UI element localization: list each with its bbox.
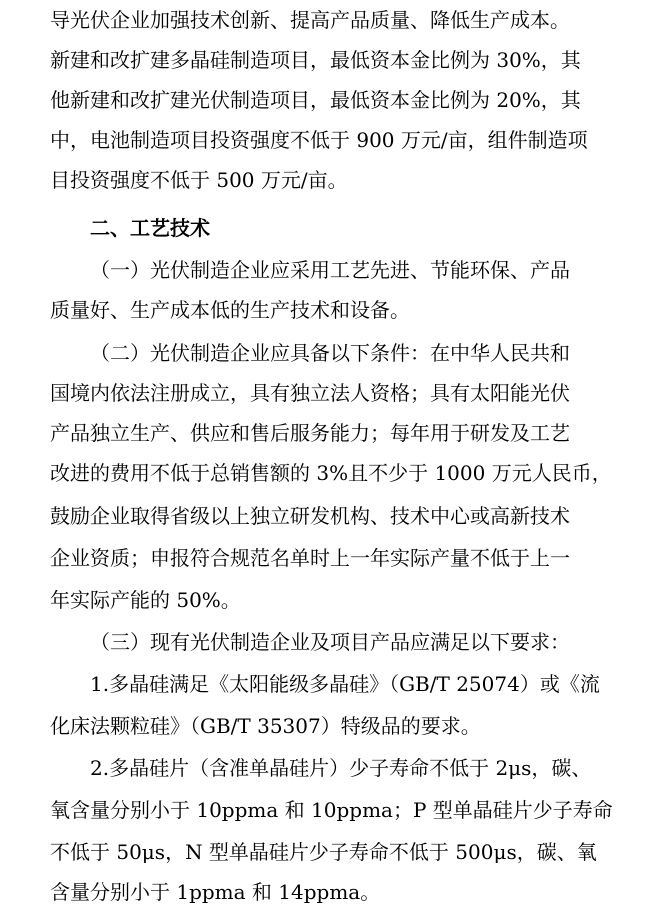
text-line: 含量分别小于 1ppma 和 14ppma。 [50,880,381,904]
text-line: 导光伏企业加强技术创新、提高产品质量、降低生产成本。 [50,8,570,32]
text-line: 企业资质；申报符合规范名单时上一年实际产量不低于上一 [50,546,570,570]
text-line: 2.多晶硅片（含准单晶硅片）少子寿命不低于 2μs，碳、 [90,756,592,780]
text-line: 国境内依法注册成立，具有独立法人资格；具有太阳能光伏 [50,381,570,405]
text-line: 1.多晶硅满足《太阳能级多晶硅》（GB/T 25074）或《流 [90,672,600,696]
text-line: 年实际产能的 50%。 [50,588,241,612]
section-heading: 二、工艺技术 [90,216,210,240]
text-line: 产品独立生产、供应和售后服务能力；每年用于研发及工艺 [50,421,570,445]
text-line: 目投资强度不低于 500 万元/亩。 [50,168,348,192]
text-line: 不低于 50μs，N 型单晶硅片少子寿命不低于 500μs，碳、氧 [50,840,597,864]
text-line: 化床法颗粒硅》（GB/T 35307）特级品的要求。 [50,714,481,738]
text-line: 新建和改扩建多晶硅制造项目，最低资本金比例为 30%，其 [50,48,581,72]
text-line: （二）光伏制造企业应具备以下条件：在中华人民共和 [90,341,570,365]
text-line: 他新建和改扩建光伏制造项目，最低资本金比例为 20%，其 [50,88,581,112]
text-line: 中，电池制造项目投资强度不低于 900 万元/亩，组件制造项 [50,128,588,152]
text-line: 鼓励企业取得省级以上独立研发机构、技术中心或高新技术 [50,504,570,528]
text-line: （三）现有光伏制造企业及项目产品应满足以下要求： [90,630,570,654]
text-line: 质量好、生产成本低的生产技术和设备。 [50,298,410,322]
text-line: （一）光伏制造企业应采用工艺先进、节能环保、产品 [90,258,570,282]
text-line: 改进的费用不低于总销售额的 3%且不少于 1000 万元人民币， [50,461,612,485]
text-line: 氧含量分别小于 10ppma 和 10ppma；P 型单晶硅片少子寿命 [50,798,613,822]
